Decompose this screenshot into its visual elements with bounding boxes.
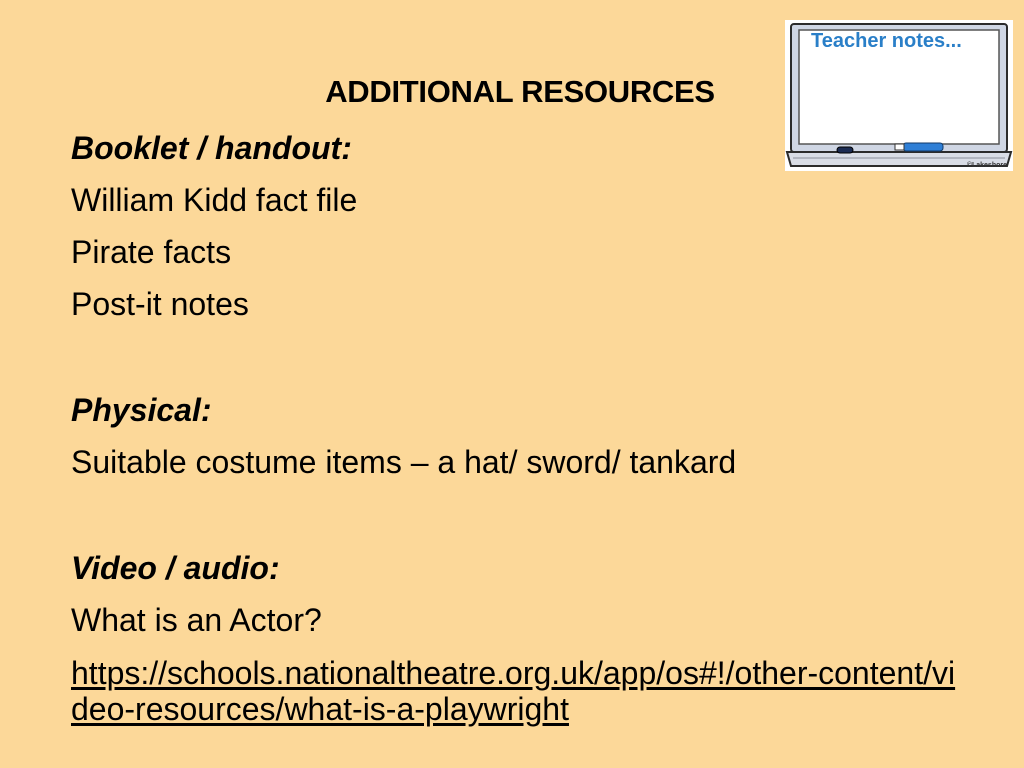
- resource-item: What is an Actor?: [71, 602, 322, 638]
- video-resource-link[interactable]: https://schools.nationaltheatre.org.uk/app/os#!/other-content/video-resources/what-is-a-playwright: [71, 655, 956, 727]
- slide-content: [71, 122, 971, 727]
- resource-item: Suitable costume items – a hat/ sword/ tankard: [71, 444, 737, 480]
- teacher-notes-label: Teacher notes...: [811, 30, 962, 52]
- slide-title: ADDITIONAL RESOURCES: [325, 74, 715, 109]
- resource-item: Post-it notes: [71, 286, 249, 322]
- section-heading-video: Video / audio:: [71, 550, 280, 586]
- section-heading-booklet: Booklet / handout:: [71, 130, 352, 166]
- spacer: [71, 488, 971, 542]
- section-heading-physical: Physical:: [71, 392, 212, 428]
- image-credit: ©Lakeshore: [966, 162, 1007, 169]
- resource-item: William Kidd fact file: [71, 182, 358, 218]
- teacher-notes-image: [785, 20, 1013, 171]
- spacer: [71, 330, 971, 384]
- resource-item: Pirate facts: [71, 234, 232, 270]
